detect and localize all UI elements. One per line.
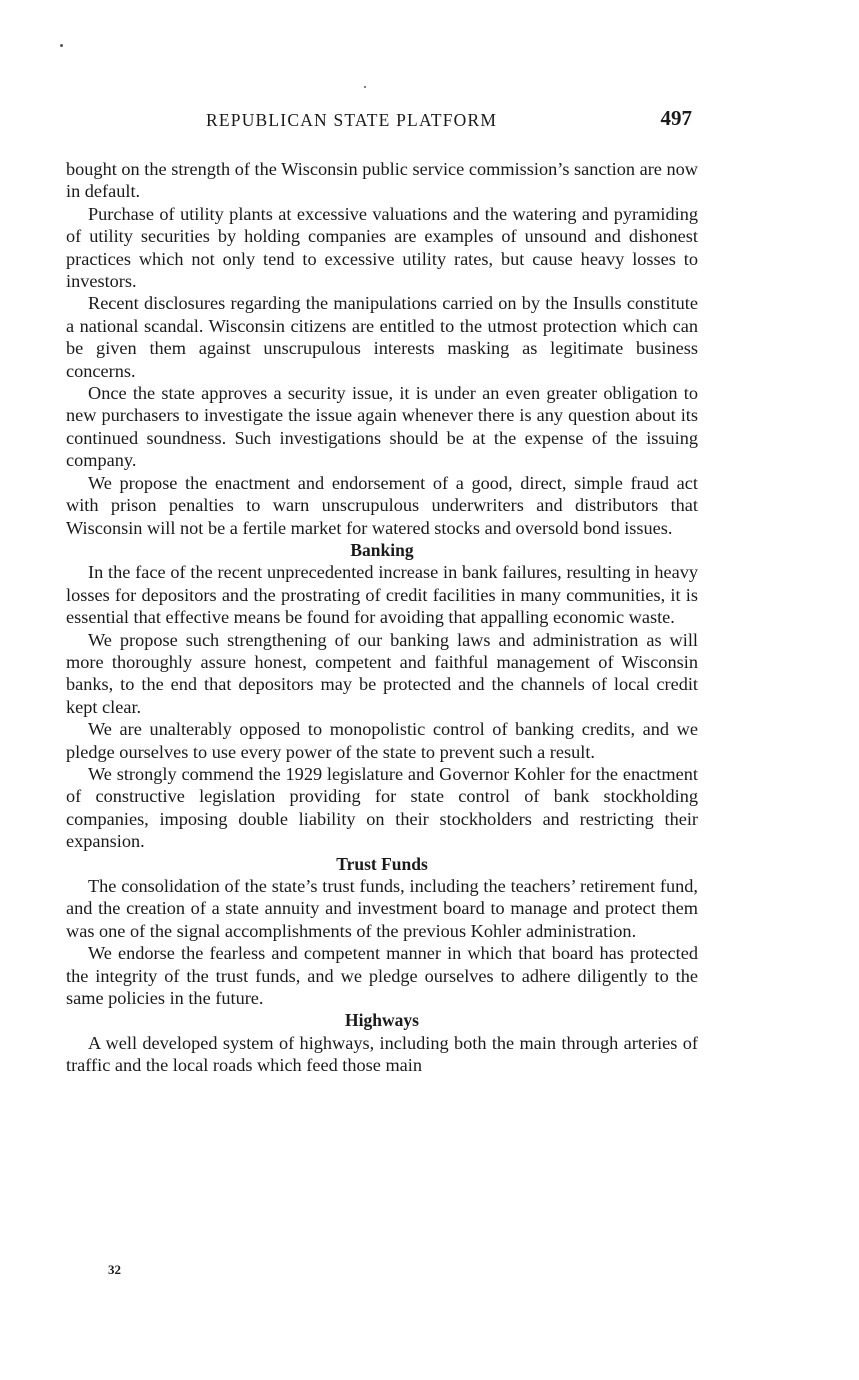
section-heading-highways: Highways xyxy=(345,1010,419,1031)
signature-mark: 32 xyxy=(108,1262,121,1277)
document-body xyxy=(66,158,698,1077)
paragraph: We endorse the fearless and competent manner in which that board has protected the integrity of the trust funds, and we pledge ourselves to adhere diligently to the same policies in the future. xyxy=(66,943,698,1009)
paragraph: We strongly commend the 1929 legislature and Governor Kohler for the enactment of constructive legislation providing for state control of bank stockholding companies, imposing double liability on their stockholders and restricting their expansion. xyxy=(66,763,698,852)
section-heading-trust-funds: Trust Funds xyxy=(336,853,428,874)
page-number: 497 xyxy=(660,106,692,130)
paragraph: We are unalterably opposed to monopolistic control of banking credits, and we pledge ourselves to use every power of the state to prevent such a result. xyxy=(66,719,698,762)
paragraph: A well developed system of highways, including both the main through arteries of traffic and the local roads which feed those main xyxy=(66,1032,698,1076)
scan-speck xyxy=(60,44,63,47)
paragraph: We propose such strengthening of our banking laws and administration as will more thoroughly assure honest, competent and faithful management of Wisconsin banks, to the end that depositors may be protected and the channels of local credit kept clear. xyxy=(66,629,698,717)
paragraph: In the face of the recent unprecedented increase in bank failures, resulting in heavy losses for depositors and the prostrating of credit facilities in many communities, it is essential that effective means be found for avoiding that appalling economic waste. xyxy=(66,562,698,628)
running-head xyxy=(66,108,698,136)
scan-speck xyxy=(364,86,366,88)
paragraph: bought on the strength of the Wisconsin public service commission’s sanction are now in default. xyxy=(66,159,698,202)
running-title: REPUBLICAN STATE PLATFORM xyxy=(206,110,498,130)
paragraph: Purchase of utility plants at excessive valuations and the watering and pyramiding of utility securities by holding companies are examples of unsound and dishonest practices which not only tend to excessive utility rates, but cause heavy losses to investors. xyxy=(66,203,698,292)
paragraph: Recent disclosures regarding the manipulations carried on by the Insulls constitute a national scandal. Wisconsin citizens are entitled to the utmost protection which can be given them against unscrupulous interests masking as legitimate business concerns. xyxy=(66,293,698,381)
section-heading-banking: Banking xyxy=(350,539,414,560)
paragraph: We propose the enactment and endorsement of a good, direct, simple fraud act with prison penalties to warn unscrupulous underwriters and distributors that Wisconsin will not be a fertile market for watered stocks and oversold bond issues. xyxy=(66,472,698,538)
paragraph: Once the state approves a security issue, it is under an even greater obligation to new purchasers to investigate the issue again whenever there is any question about its continued soundness. Such investigations should be at the expense of the issuing company. xyxy=(66,383,698,471)
paragraph: The consolidation of the state’s trust funds, including the teachers’ retirement fund, and the creation of a state annuity and investment board to manage and protect them was one of the signal accomplishments of the previous Kohler administration. xyxy=(66,876,698,941)
